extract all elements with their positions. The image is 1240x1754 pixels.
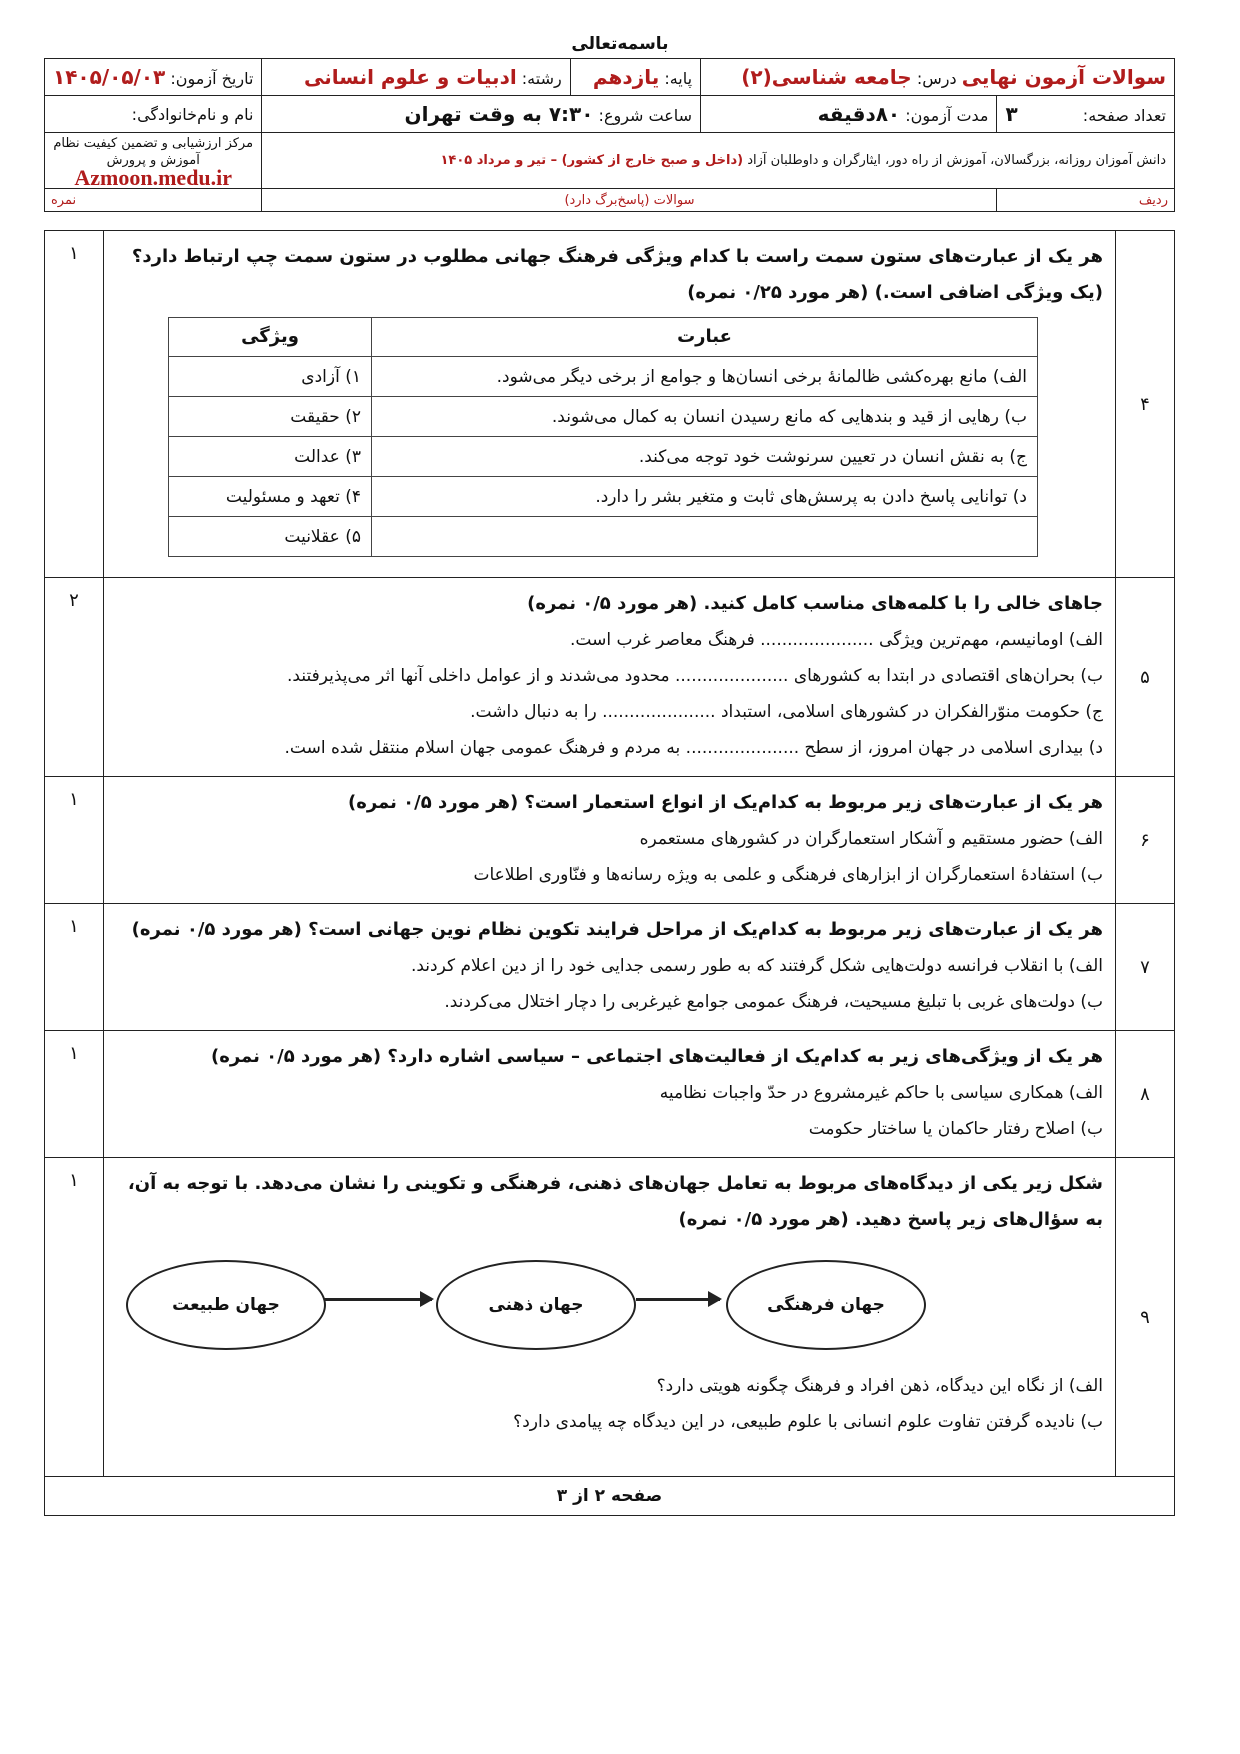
question-score: ۱ (45, 1031, 104, 1158)
field-value: ادبیات و علوم انسانی (303, 65, 517, 89)
question-row (45, 904, 1175, 1031)
date-value: ۱۴۰۵/۰۵/۰۳ (53, 65, 166, 89)
worlds-diagram (116, 1242, 1103, 1362)
matching-feature: ۳) عدالت (169, 437, 372, 477)
page-footer: صفحه ۲ از ۳ (45, 1477, 1175, 1516)
matching-header-statement: عبارت (372, 318, 1038, 357)
matching-statement: الف) مانع بهره‌کشی ظالمانهٔ برخی انسان‌ها و جوامع از برخی دیگر می‌شود. (372, 357, 1038, 397)
duration-cell (701, 96, 997, 133)
start-cell (262, 96, 701, 133)
matching-header-feature: ویژگی (169, 318, 372, 357)
question-item: ب) دولت‌های غربی با تبلیغ مسیحیت، فرهنگ عمومی جوامع غیرغربی را دچار اختلال می‌کردند. (444, 992, 1103, 1012)
question-content (104, 231, 1116, 578)
question-item: ب) بحران‌های اقتصادی در ابتدا به کشورهای ..................... محدود می‌شدند و از عوامل داخلی آنها اثر می‌پذیرفتند. (287, 666, 1103, 686)
field-cell (262, 59, 570, 96)
question-row (45, 1158, 1175, 1477)
students-text: دانش آموزان روزانه، بزرگسالان، آموزش از راه دور، ایثارگران و داوطلبان آزاد (747, 153, 1166, 168)
question-content (104, 904, 1116, 1031)
question-title: جاهای خالی را با کلمه‌های مناسب کامل کنید. (هر مورد ۰/۵ نمره) (527, 593, 1103, 614)
question-content (104, 578, 1116, 777)
question-row (45, 777, 1175, 904)
question-item: د) بیداری اسلامی در جهان امروز، از سطح ..................... به مردم و فرهنگ عمومی جهان اسلام منتقل شده است. (284, 738, 1103, 758)
col-row-label: ردیف (997, 189, 1175, 212)
question-title: هر یک از عبارت‌های ستون سمت راست با کدام ویژگی فرهنگ جهانی مطلوب در ستون سمت چپ ارتباط دارد؟ (یک ویژگی اضافی است.) (هر مورد ۰/۲۵ نمره) (131, 246, 1103, 303)
question-item: الف) از نگاه این دیدگاه، ذهن افراد و فرهنگ چگونه هویتی دارد؟ (656, 1376, 1103, 1396)
diagram-arrow (636, 1298, 720, 1301)
question-title: هر یک از عبارت‌های زیر مربوط به کدام‌یک از مراحل فرایند تکوین نظام نوین جهانی است؟ (هر مورد ۰/۵ نمره) (131, 919, 1103, 940)
question-title: هر یک از ویژگی‌های زیر به کدام‌یک از فعالیت‌های اجتماعی – سیاسی اشاره دارد؟ (هر مورد ۰/۵ نمره) (210, 1046, 1103, 1067)
exam-title-cell (701, 59, 1175, 96)
question-item: ب) استفادهٔ استعمارگران از ابزارهای فرهنگی و علمی به ویژه رسانه‌ها و فنّاوری اطلاعات (473, 865, 1103, 885)
matching-statement: ب) رهایی از قید و بندهایی که مانع رسیدن انسان به کمال می‌شوند. (372, 397, 1038, 437)
name-cell (45, 96, 262, 133)
question-item: ب) اصلاح رفتار حاکمان یا ساختار حکومت (808, 1119, 1103, 1139)
diagram-node-mental-world: جهان ذهنی (436, 1260, 636, 1350)
diagram-node-natural-world: جهان طبیعت (126, 1260, 326, 1350)
lesson-name: جامعه شناسی(۲) (741, 65, 912, 89)
date-label: تاریخ آزمون: (170, 69, 254, 88)
question-title: هر یک از عبارت‌های زیر مربوط به کدام‌یک از انواع استعمار است؟ (هر مورد ۰/۵ نمره) (348, 792, 1103, 813)
question-number: ۵ (1116, 578, 1175, 777)
question-row (45, 1031, 1175, 1158)
questions-table (44, 230, 1175, 1516)
question-number: ۷ (1116, 904, 1175, 1031)
grade-value: یازدهم (592, 65, 660, 89)
duration-label: مدت آزمون: (905, 106, 989, 125)
students-highlight: (داخل و صبح خارج از کشور) – تیر و مرداد ۱۴۰۵ (440, 153, 744, 168)
duration-value: ۸۰دقیقه (817, 102, 901, 126)
question-score: ۱ (45, 904, 104, 1031)
grade-cell (570, 59, 700, 96)
start-value: ۷:۳۰ به وقت تهران (404, 102, 594, 126)
question-number: ۸ (1116, 1031, 1175, 1158)
name-label: نام و نام‌خانوادگی: (131, 104, 254, 124)
question-title: شکل زیر یکی از دیدگاه‌های مربوط به تعامل جهان‌های ذهنی، فرهنگی و تکوینی را نشان می‌دهد. با توجه به آن، به سؤال‌های زیر پاسخ دهید. (هر مورد ۰/۵ نمره) (127, 1173, 1103, 1230)
matching-table (168, 317, 1038, 557)
students-cell (262, 133, 1175, 189)
question-score: ۱ (45, 1158, 104, 1477)
exam-header (44, 58, 1175, 212)
start-label: ساعت شروع: (598, 106, 693, 125)
question-content (104, 1031, 1116, 1158)
question-score: ۱ (45, 777, 104, 904)
center-cell (45, 133, 262, 189)
matching-statement: د) توانایی پاسخ دادن به پرسش‌های ثابت و متغیر بشر را دارد. (372, 477, 1038, 517)
question-item: ب) نادیده گرفتن تفاوت علوم انسانی با علوم طبیعی، در این دیدگاه چه پیامدی دارد؟ (513, 1412, 1103, 1432)
lesson-label: درس: (916, 69, 957, 88)
question-item: ج) حکومت منوّرالفکران در کشورهای اسلامی، استبداد ..................... را به دنبال داشت. (470, 702, 1103, 722)
diagram-node-cultural-world: جهان فرهنگی (726, 1260, 926, 1350)
matching-feature: ۲) حقیقت (169, 397, 372, 437)
pages-label: تعداد صفحه: (1082, 106, 1166, 125)
question-score: ۱ (45, 231, 104, 578)
question-number: ۹ (1116, 1158, 1175, 1477)
question-item: الف) همکاری سیاسی با حاکم غیرمشروع در حدّ واجبات نظامیه (659, 1083, 1103, 1103)
question-score: ۲ (45, 578, 104, 777)
matching-feature: ۵) عقلانیت (169, 517, 372, 557)
matching-statement: ج) به نقش انسان در تعیین سرنوشت خود توجه می‌کند. (372, 437, 1038, 477)
date-cell (45, 59, 262, 96)
question-item: الف) اومانیسم، مهم‌ترین ویژگی ..................... فرهنگ معاصر غرب است. (570, 630, 1103, 650)
field-label: رشته: (521, 69, 562, 88)
question-row (45, 231, 1175, 578)
pages-value: ۳ (1005, 102, 1018, 126)
exam-title: سوالات آزمون نهایی (961, 65, 1166, 89)
matching-statement (372, 517, 1038, 557)
question-content (104, 777, 1116, 904)
matching-feature: ۴) تعهد و مسئولیت (169, 477, 372, 517)
basmala: باسمه‌تعالی (571, 34, 669, 54)
matching-feature: ۱) آزادی (169, 357, 372, 397)
question-item: الف) حضور مستقیم و آشکار استعمارگران در کشورهای مستعمره (639, 829, 1103, 849)
center-text: مرکز ارزشیابی و تضمین کیفیت نظام آموزش و پرورش (53, 136, 254, 168)
question-number: ۴ (1116, 231, 1175, 578)
diagram-arrow (324, 1298, 432, 1301)
website: Azmoon.medu.ir (74, 165, 233, 190)
question-item: الف) با انقلاب فرانسه دولت‌هایی شکل گرفتند که به طور رسمی جدایی خود را از دین اعلام کردند. (410, 956, 1103, 976)
col-score-label: نمره (45, 189, 262, 212)
pages-cell (997, 96, 1175, 133)
grade-label: پایه: (664, 69, 693, 88)
col-questions-label: سوالات (پاسخ‌برگ دارد) (262, 189, 997, 212)
question-row (45, 578, 1175, 777)
question-content (104, 1158, 1116, 1477)
question-number: ۶ (1116, 777, 1175, 904)
